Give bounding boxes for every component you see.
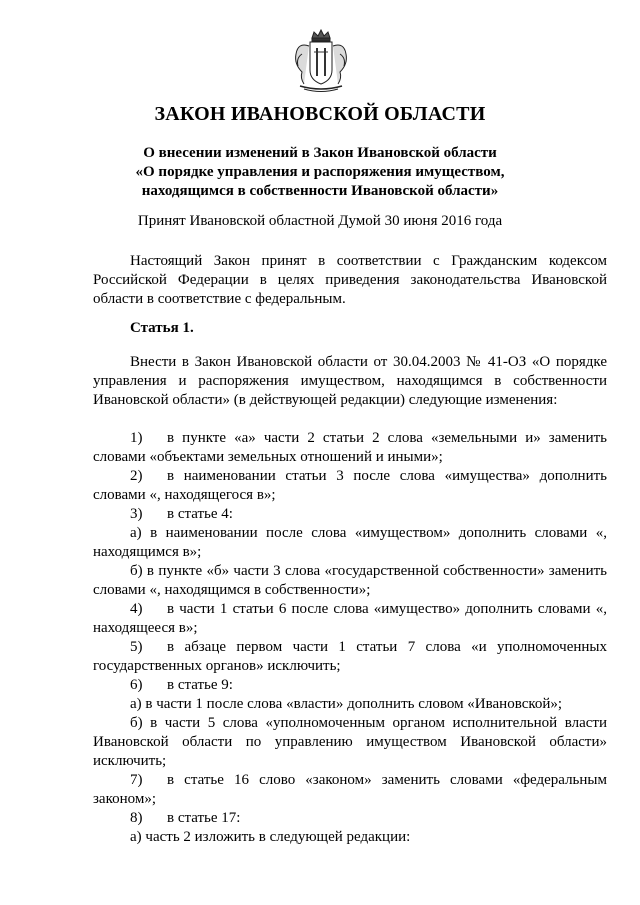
list-item: а) в наименовании после слова «имуществом» дополнить словами «, находящимся в»; bbox=[93, 525, 607, 560]
document-subtitle bbox=[60, 144, 580, 201]
item-number: 1) bbox=[130, 430, 143, 446]
subtitle-line: «О порядке управления и распоряжения имуществом, bbox=[135, 164, 505, 180]
list-item bbox=[93, 429, 607, 467]
list-item: б) в пункте «б» части 3 слова «государственной собственности» заменить словами «, находящимся в собственности»; bbox=[93, 563, 607, 598]
item-number: 7) bbox=[130, 772, 143, 788]
item-text: в статье 9: bbox=[167, 677, 233, 693]
item-text: в абзаце первом части 1 статьи 7 слова «и уполномоченных государственных органов» исключить; bbox=[93, 639, 607, 674]
item-text: в наименовании статьи 3 после слова «имущества» дополнить словами «, находящегося в»; bbox=[93, 468, 607, 503]
subtitle-line: находящимся в собственности Ивановской области» bbox=[141, 183, 499, 199]
list-item: б) в части 5 слова «уполномоченным органом исполнительной власти Ивановской области по управлению имуществом Ивановской области» исключить; bbox=[93, 715, 607, 769]
preamble-paragraph: Настоящий Закон принят в соответствии с Гражданским кодексом Российской Федерации в целях приведения законодательства Ивановской области в соответствие с федеральным. bbox=[93, 253, 607, 307]
item-text: в части 1 статьи 6 после слова «имущество» дополнить словами «, находящееся в»; bbox=[93, 601, 607, 636]
item-number: 8) bbox=[130, 810, 143, 826]
article-intro-paragraph: Внести в Закон Ивановской области от 30.04.2003 № 41-ОЗ «О порядке управления и распоряжения имуществом, находящимся в собственности Ивановской области» (в действующей редакции) следующие изменения: bbox=[93, 354, 607, 408]
list-item: а) в части 1 после слова «власти» дополнить словом «Ивановской»; bbox=[130, 696, 563, 712]
list-item bbox=[93, 676, 607, 695]
item-number: 2) bbox=[130, 468, 143, 484]
item-text: в статье 4: bbox=[167, 506, 233, 522]
subtitle-line: О внесении изменений в Закон Ивановской области bbox=[143, 145, 497, 161]
list-item bbox=[93, 467, 607, 505]
coat-of-arms-icon bbox=[290, 28, 352, 94]
item-text: в статье 16 слово «законом» заменить словами «федеральным законом»; bbox=[93, 772, 607, 807]
list-item bbox=[93, 771, 607, 809]
document-title: ЗАКОН ИВАНОВСКОЙ ОБЛАСТИ bbox=[154, 103, 486, 125]
item-text: в пункте «а» части 2 статьи 2 слова «земельными и» заменить словами «объектами земельных отношений и иными»; bbox=[93, 430, 607, 465]
item-number: 5) bbox=[130, 639, 143, 655]
article-heading: Статья 1. bbox=[130, 320, 194, 336]
item-number: 4) bbox=[130, 601, 143, 617]
list-item bbox=[93, 809, 607, 828]
item-text: в статье 17: bbox=[167, 810, 241, 826]
list-item bbox=[93, 505, 607, 524]
list-item bbox=[93, 638, 607, 676]
item-number: 3) bbox=[130, 506, 143, 522]
adoption-line: Принят Ивановской областной Думой 30 июня 2016 года bbox=[137, 213, 503, 229]
list-item bbox=[93, 600, 607, 638]
list-item: а) часть 2 изложить в следующей редакции: bbox=[130, 829, 411, 845]
item-number: 6) bbox=[130, 677, 143, 693]
